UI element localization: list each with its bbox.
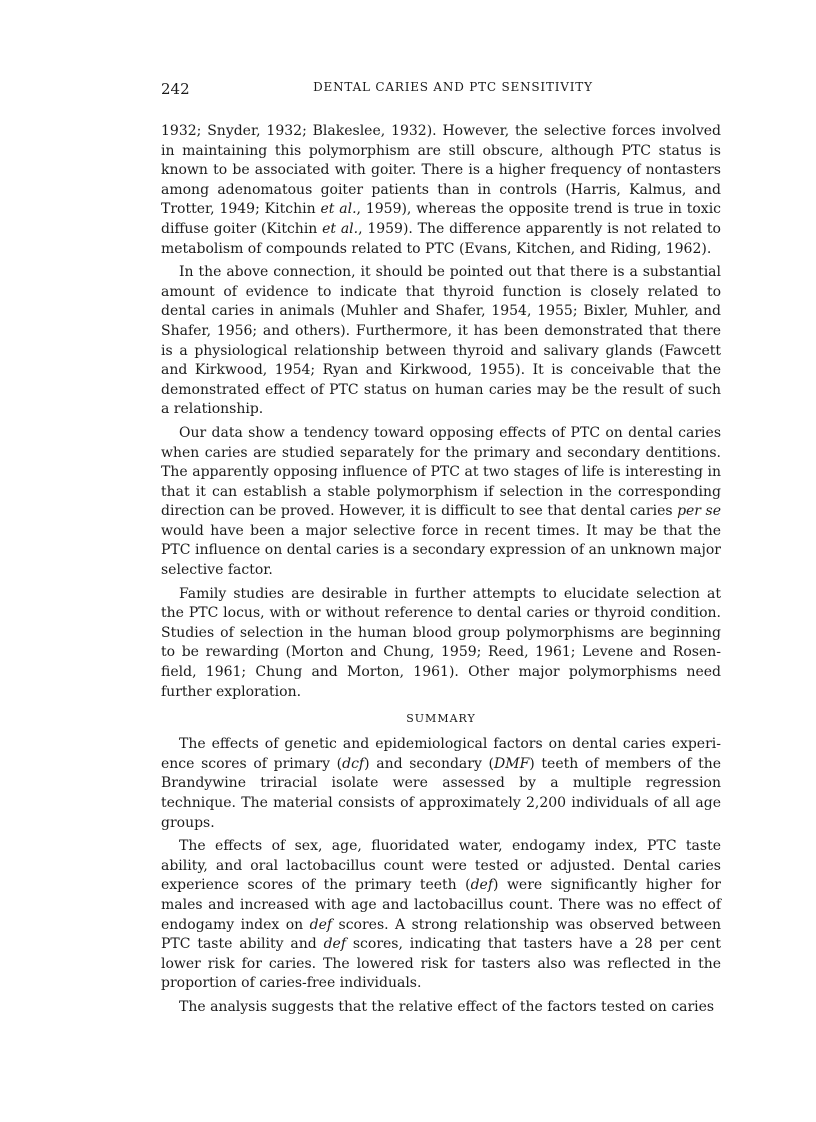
page-header bbox=[161, 80, 721, 104]
page bbox=[161, 80, 721, 1022]
body-paragraph-2: In the above connection, it should be pointed out that there is a substantial amount of evidence to indicate that thyroid function is closely related to dental caries in animals (Muhler and Shafer, 1954, 1955; Bixler, Muhler, and Shafer, 1956; and others). Furthermore, it has been demonstrated that there is a physiological relationship between thyroid and salivary glands (Fawcett and Kirkwood, 1954; Ryan and Kirkwood, 1955). It is conceivable that the demonstrated effect of PTC status on human caries may be the result of such a relationship. bbox=[161, 264, 721, 418]
body-paragraph-1: 1932; Snyder, 1932; Blakeslee, 1932). However, the selective forces involved in maintaining this polymorphism are still obscure, although PTC status is known to be associated with goiter. There is a higher frequency of nontasters among adenomatous goiter patients than in controls (Harris, Kalmus, and Trotter, 1949; Kitchin et al., 1959), whereas the opposite trend is true in toxic diffuse goiter (Kitchin et al., 1959). The difference apparently is not related to metabolism of compounds related to PTC (Evans, Kitchen, and Riding, 1962). bbox=[161, 123, 722, 257]
running-head: DENTAL CARIES AND PTC SENSITIVITY bbox=[313, 80, 593, 94]
summary-heading: SUMMARY bbox=[406, 712, 476, 726]
page-number: 242 bbox=[161, 80, 190, 98]
summary-paragraph-1: The effects of genetic and epidemiological factors on dental caries experience scores of primary (dcf) and secondary (DMF) teeth of members of the Brandywine triracial isolate were assessed by a multiple regression technique. The material consists of approximately 2,200 individuals of all age groups. bbox=[161, 736, 722, 831]
body-paragraph-3: Our data show a tendency toward opposing effects of PTC on dental caries when caries are studied separately for the primary and secondary dentitions. The apparently opposing influence of PTC at two stages of life is interesting in that it can establish a stable polymorphism if selection in the corresponding direction can be proved. However, it is difficult to see that dental caries per se would have been a major selective force in recent times. It may be that the PTC influence on dental caries is a secondary expression of an unknown major selective factor. bbox=[161, 424, 721, 579]
summary-paragraph-3: The analysis suggests that the relative effect of the factors tested on caries bbox=[179, 998, 715, 1015]
summary-paragraph-2: The effects of sex, age, fluoridated water, endogamy index, PTC taste ability, and oral lactobacillus count were tested or adjusted. Dental caries experience scores of the primary teeth (def) were significantly higher for males and increased with age and lactobacillus count. There was no effect of endogamy index on def scores. A strong relationship was observed between PTC taste ability and def scores, indicating that tasters have a 28 per cent lower risk for caries. The lowered risk for tasters also was reflected in the proportion of caries-free individuals. bbox=[161, 838, 721, 992]
body-paragraph-4: Family studies are desirable in further attempts to elucidate selection at the PTC locus, with or without reference to dental caries or thyroid condition. Studies of selection in the human blood group polymorphisms are beginning to be rewarding (Morton and Chung, 1959; Reed, 1961; Levene and Rosenfield, 1961; Chung and Morton, 1961). Other major polymorphisms need further exploration. bbox=[161, 585, 721, 700]
